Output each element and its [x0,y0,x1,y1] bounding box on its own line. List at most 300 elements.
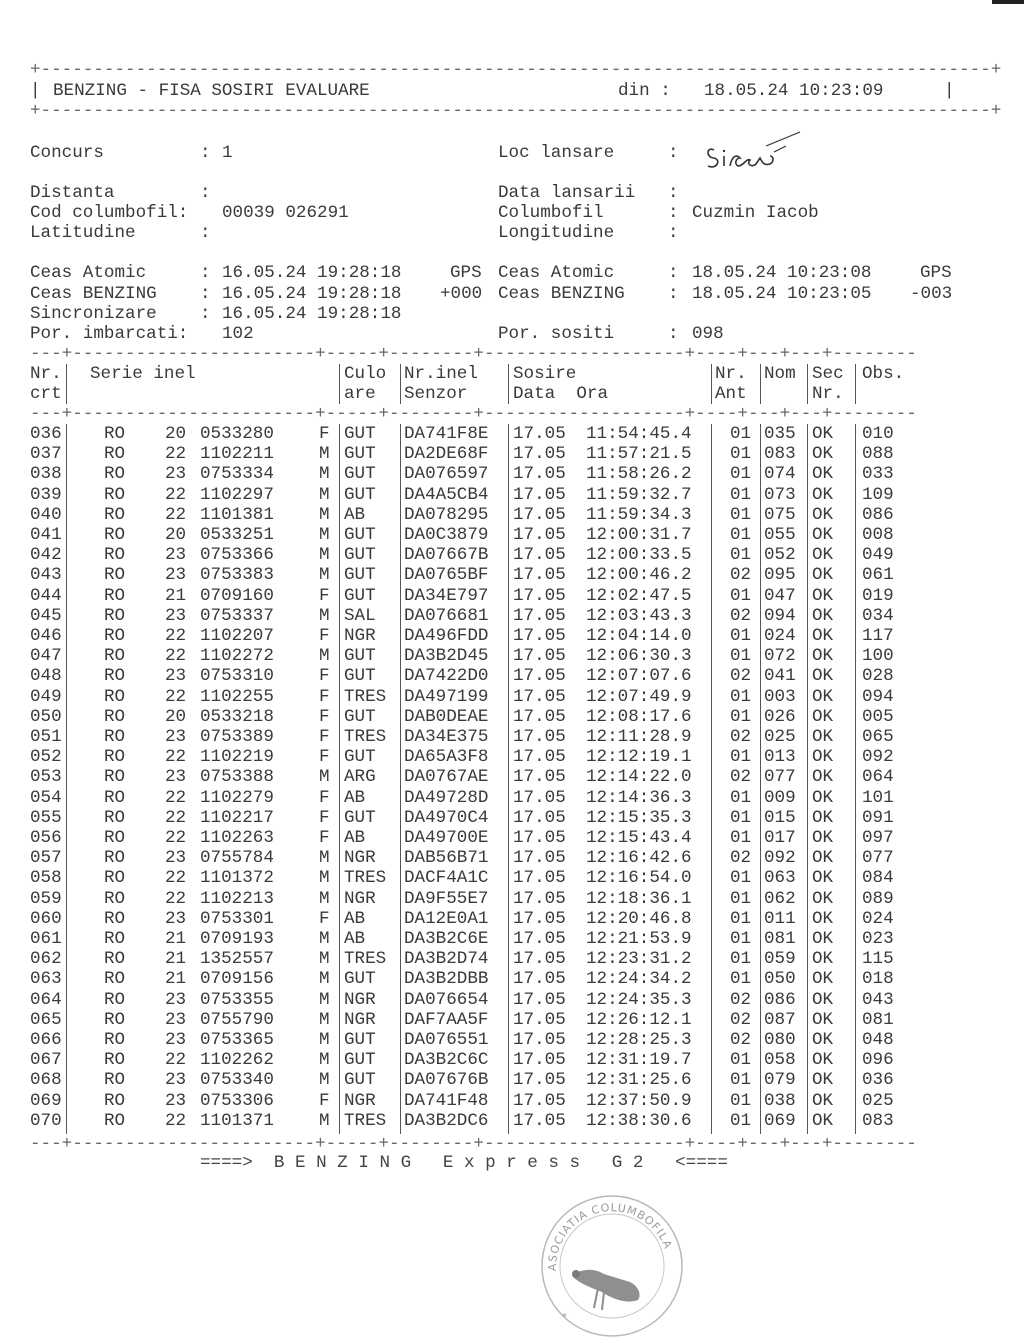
scan-corner-mark [992,0,1024,4]
cell-year: 20 [165,525,187,545]
cell-nom: 015 [764,807,796,828]
cell-antenna: 01 [730,807,752,828]
cell-date: 17.05 [513,666,566,687]
cell-country: RO [104,1030,126,1050]
cell-antenna: 01 [730,525,752,545]
cell-color: AB [344,828,366,848]
cell-country: RO [104,1070,126,1091]
cell-ring: 1102272 [200,646,274,667]
data-lansarii-colon: : [668,183,679,203]
header-title: BENZING - FISA SOSIRI EVALUARE [53,81,370,101]
cell-antenna: 01 [730,1090,752,1111]
ceas-atomic-colon-right: : [668,263,679,283]
cell-country: RO [104,929,126,949]
cell-year: 21 [165,585,187,606]
th-sosire-bot: Data Ora [513,384,609,404]
table-row [0,1091,1024,1111]
th-nom: Nom [764,364,796,384]
cell-country: RO [104,646,126,667]
longitudine-colon: : [668,223,679,243]
ceas-benzing-label-left: Ceas BENZING [30,284,157,304]
cell-nom: 063 [764,868,796,889]
cell-date: 17.05 [513,464,566,485]
cell-color: GUT [344,646,376,667]
cell-ring: 1102279 [200,787,274,808]
cell-obs: 091 [862,807,894,828]
cell-color: GUT [344,424,376,444]
cod-columbofil-value: 00039 026291 [222,203,349,223]
table-row [0,525,1024,545]
longitudine-label: Longitudine [498,223,615,243]
cell-date: 17.05 [513,888,566,909]
cell-time: 12:18:36.1 [586,888,692,909]
cell-date: 17.05 [513,989,566,1010]
table-row [0,424,1024,444]
cell-nom: 025 [764,727,796,747]
cell-date: 17.05 [513,706,566,727]
cell-time: 12:31:25.6 [586,1070,692,1091]
cell-color: GUT [344,807,376,828]
cell-sex: M [319,484,330,505]
cell-antenna: 01 [730,868,752,889]
cell-date: 17.05 [513,605,566,626]
cell-color: GUT [344,1070,376,1091]
cell-country: RO [104,706,126,727]
cell-date: 17.05 [513,565,566,586]
cell-obs: 024 [862,908,894,929]
cell-nr: 056 [30,828,62,848]
table-row [0,606,1024,626]
cell-color: NGR [344,888,376,909]
cell-date: 17.05 [513,949,566,970]
cell-color: TRES [344,868,387,889]
cell-obs: 008 [862,525,894,545]
cell-time: 12:24:35.3 [586,989,692,1010]
cell-obs: 023 [862,929,894,949]
cell-year: 23 [165,545,187,566]
cell-obs: 043 [862,989,894,1010]
columbofil-label: Columbofil [498,203,604,223]
cell-sensor: DA0765BF [404,565,489,586]
cell-country: RO [104,525,126,545]
cell-date: 17.05 [513,848,566,869]
col-sep-7-head [807,364,808,404]
cell-date: 17.05 [513,444,566,465]
cell-nom: 074 [764,464,796,485]
ceas-benzing-colon-right: : [668,284,679,304]
cell-time: 12:07:07.6 [586,666,692,687]
cod-columbofil-label: Cod columbofil: [30,203,189,223]
cell-country: RO [104,747,126,768]
cell-nr: 061 [30,929,62,949]
cell-date: 17.05 [513,767,566,788]
cell-sec: OK [812,686,834,707]
cell-sex: F [319,585,330,606]
cell-nr: 065 [30,1009,62,1030]
col-sep-4-head [508,364,509,404]
cell-sensor: DA34E375 [404,727,489,747]
cell-antenna: 02 [730,1030,752,1050]
sincronizare-value: 16.05.24 19:28:18 [222,304,402,324]
cell-color: GUT [344,706,376,727]
cell-date: 17.05 [513,787,566,808]
th-sosire-top: Sosire [513,364,577,384]
cell-sensor: DAF7AA5F [404,1009,489,1030]
cell-color: TRES [344,949,387,970]
cell-year: 20 [165,706,187,727]
cell-sec: OK [812,504,834,525]
col-sep-2-head [339,364,340,404]
cell-nr: 059 [30,888,62,909]
cell-nom: 009 [764,787,796,808]
cell-year: 22 [165,1110,187,1131]
cell-country: RO [104,1050,126,1071]
cell-country: RO [104,767,126,788]
cell-nr: 055 [30,807,62,828]
por-imbarcati-label: Por. imbarcati: [30,324,189,344]
cell-time: 11:54:45.4 [586,424,692,444]
cell-color: NGR [344,626,376,646]
table-row [0,868,1024,888]
cell-obs: 065 [862,727,894,747]
cell-time: 12:15:35.3 [586,807,692,828]
table-row [0,1050,1024,1070]
cell-nom: 050 [764,969,796,990]
cell-sensor: DA0767AE [404,767,489,788]
cell-sensor: DA7422D0 [404,666,489,687]
cell-sex: M [319,989,330,1010]
association-stamp [538,1192,686,1340]
cell-obs: 094 [862,686,894,707]
svg-text:*: * [562,1312,567,1323]
table-row [0,747,1024,767]
cell-sex: M [319,646,330,667]
cell-sec: OK [812,868,834,889]
table-row [0,565,1024,585]
cell-ring: 1102262 [200,1050,274,1071]
cell-country: RO [104,989,126,1010]
cell-sensor: DAB0DEAE [404,706,489,727]
cell-sec: OK [812,525,834,545]
th-nrinel-bot: Senzor [404,384,468,404]
cell-nr: 036 [30,424,62,444]
cell-sec: OK [812,565,834,586]
cell-color: AB [344,929,366,949]
table-row [0,485,1024,505]
cell-nom: 017 [764,828,796,848]
cell-antenna: 01 [730,626,752,646]
cell-antenna: 01 [730,888,752,909]
cell-sex: M [319,868,330,889]
cell-year: 22 [165,787,187,808]
table-row [0,444,1024,464]
table-row [0,949,1024,969]
cell-time: 12:11:28.9 [586,727,692,747]
cell-time: 12:31:19.7 [586,1050,692,1071]
cell-sex: M [319,545,330,566]
cell-sensor: DA49700E [404,828,489,848]
cell-year: 22 [165,646,187,667]
cell-obs: 101 [862,787,894,808]
table-row [0,646,1024,666]
cell-nr: 042 [30,545,62,566]
cell-country: RO [104,949,126,970]
cell-country: RO [104,666,126,687]
cell-antenna: 01 [730,686,752,707]
signature-siret [700,128,810,176]
cell-color: TRES [344,1110,387,1131]
cell-sec: OK [812,484,834,505]
cell-sex: M [319,504,330,525]
cell-sensor: DACF4A1C [404,868,489,889]
cell-color: GUT [344,484,376,505]
cell-nr: 038 [30,464,62,485]
cell-time: 12:12:19.1 [586,747,692,768]
cell-obs: 109 [862,484,894,505]
cell-nr: 048 [30,666,62,687]
cell-year: 22 [165,888,187,909]
cell-obs: 049 [862,545,894,566]
latitudine-colon: : [200,223,211,243]
cell-time: 11:59:32.7 [586,484,692,505]
cell-antenna: 01 [730,545,752,566]
cell-antenna: 01 [730,787,752,808]
cell-color: GUT [344,585,376,606]
th-nrant-bot: Ant [715,384,747,404]
cell-nom: 052 [764,545,796,566]
cell-ring: 0753355 [200,989,274,1010]
cell-date: 17.05 [513,828,566,848]
cell-nom: 013 [764,747,796,768]
cell-sensor: DA07676B [404,1070,489,1091]
cell-nr: 069 [30,1090,62,1111]
cell-sex: M [319,444,330,465]
header-top-border: +------------------------------------------------------------------------------------------+ [30,60,1002,80]
cell-sensor: DA076654 [404,989,489,1010]
cell-country: RO [104,545,126,566]
cell-nr: 039 [30,484,62,505]
cell-color: SAL [344,605,376,626]
cell-sec: OK [812,646,834,667]
cell-year: 23 [165,605,187,626]
cell-obs: 117 [862,626,894,646]
cell-obs: 100 [862,646,894,667]
th-obs: Obs. [862,364,905,384]
cell-obs: 086 [862,504,894,525]
cell-obs: 097 [862,828,894,848]
cell-nom: 080 [764,1030,796,1050]
cell-sex: F [319,787,330,808]
cell-antenna: 01 [730,444,752,465]
cell-time: 12:00:46.2 [586,565,692,586]
cell-time: 12:00:31.7 [586,525,692,545]
cell-year: 23 [165,1090,187,1111]
cell-date: 17.05 [513,504,566,525]
cell-ring: 0753337 [200,605,274,626]
cell-time: 12:14:36.3 [586,787,692,808]
cell-sex: F [319,807,330,828]
cell-nom: 083 [764,444,796,465]
cell-sensor: DA2DE68F [404,444,489,465]
ceas-benzing-left-value: 16.05.24 19:28:18 [222,284,402,304]
cell-country: RO [104,807,126,828]
cell-year: 22 [165,747,187,768]
cell-date: 17.05 [513,686,566,707]
sincronizare-colon: : [200,304,211,324]
cell-ring: 1102263 [200,828,274,848]
cell-obs: 019 [862,585,894,606]
cell-nom: 087 [764,1009,796,1030]
table-row [0,929,1024,949]
cell-time: 12:04:14.0 [586,626,692,646]
header-date-label: din : [618,81,671,101]
cell-sensor: DA076681 [404,605,489,626]
cell-year: 23 [165,1009,187,1030]
ceas-atomic-colon-left: : [200,263,211,283]
cell-sex: M [319,1050,330,1071]
cell-sex: M [319,1030,330,1050]
cell-country: RO [104,686,126,707]
cell-sensor: DA741F48 [404,1090,489,1111]
cell-color: GUT [344,464,376,485]
cell-nr: 041 [30,525,62,545]
cell-antenna: 02 [730,727,752,747]
cell-sex: F [319,908,330,929]
cell-nr: 037 [30,444,62,465]
cell-obs: 034 [862,605,894,626]
cell-sex: F [319,828,330,848]
cell-sensor: DA497199 [404,686,489,707]
cell-nr: 058 [30,868,62,889]
cell-date: 17.05 [513,807,566,828]
concurs-value: 1 [222,143,233,163]
concurs-label: Concurs [30,143,104,163]
ceas-benzing-right-value: 18.05.24 10:23:05 [692,284,872,304]
cell-country: RO [104,484,126,505]
cell-ring: 1102255 [200,686,274,707]
cell-sec: OK [812,1110,834,1131]
cell-country: RO [104,424,126,444]
cell-color: GUT [344,444,376,465]
table-row [0,1010,1024,1030]
table-row [0,687,1024,707]
cell-antenna: 01 [730,969,752,990]
cell-sensor: DA4970C4 [404,807,489,828]
cell-time: 12:03:43.3 [586,605,692,626]
cell-year: 21 [165,969,187,990]
cell-color: TRES [344,727,387,747]
loc-lansare-colon: : [668,143,679,163]
cell-sensor: DA12E0A1 [404,908,489,929]
cell-color: NGR [344,1090,376,1111]
distanta-colon: : [200,183,211,203]
cell-nom: 011 [764,908,796,929]
cell-antenna: 02 [730,848,752,869]
latitudine-label: Latitudine [30,223,136,243]
cell-antenna: 01 [730,646,752,667]
cell-sensor: DA3B2C6E [404,929,489,949]
table-row [0,909,1024,929]
cell-time: 12:38:30.6 [586,1110,692,1131]
cell-nr: 050 [30,706,62,727]
cell-year: 21 [165,949,187,970]
cell-color: NGR [344,848,376,869]
cell-time: 12:16:42.6 [586,848,692,869]
cell-antenna: 01 [730,828,752,848]
cell-nr: 066 [30,1030,62,1050]
cell-sec: OK [812,1030,834,1050]
cell-obs: 083 [862,1110,894,1131]
cell-country: RO [104,504,126,525]
cell-color: GUT [344,969,376,990]
cell-antenna: 01 [730,484,752,505]
cell-sec: OK [812,666,834,687]
cell-sec: OK [812,929,834,949]
cell-sex: F [319,727,330,747]
distanta-label: Distanta [30,183,115,203]
cell-time: 12:28:25.3 [586,1030,692,1050]
ceas-atomic-left-value: 16.05.24 19:28:18 [222,263,402,283]
cell-color: AB [344,787,366,808]
cell-date: 17.05 [513,1090,566,1111]
cell-ring: 0753383 [200,565,274,586]
cell-obs: 096 [862,1050,894,1071]
cell-color: GUT [344,545,376,566]
cell-time: 12:26:12.1 [586,1009,692,1030]
cell-sensor: DA07667B [404,545,489,566]
cell-date: 17.05 [513,908,566,929]
cell-sec: OK [812,787,834,808]
cell-obs: 036 [862,1070,894,1091]
cell-nr: 062 [30,949,62,970]
cell-sec: OK [812,585,834,606]
cell-antenna: 01 [730,464,752,485]
cell-sec: OK [812,807,834,828]
cell-sensor: DA34E797 [404,585,489,606]
cell-ring: 0753306 [200,1090,274,1111]
cell-antenna: 01 [730,949,752,970]
cell-ring: 1101371 [200,1110,274,1131]
cell-sensor: DA3B2DBB [404,969,489,990]
cell-date: 17.05 [513,1110,566,1131]
cell-date: 17.05 [513,626,566,646]
cell-ring: 0753310 [200,666,274,687]
table-row [0,1111,1024,1131]
th-sec-bot: Nr. [812,384,844,404]
table-row [0,828,1024,848]
cell-antenna: 01 [730,706,752,727]
cell-year: 22 [165,868,187,889]
cell-color: GUT [344,1050,376,1071]
cell-year: 23 [165,464,187,485]
cell-country: RO [104,464,126,485]
th-culoare-bot: are [344,384,376,404]
cell-sec: OK [812,1070,834,1091]
cell-time: 12:21:53.9 [586,929,692,949]
cell-sex: F [319,706,330,727]
cell-sec: OK [812,444,834,465]
cell-nom: 003 [764,686,796,707]
cell-obs: 088 [862,444,894,465]
cell-nom: 062 [764,888,796,909]
cell-nr: 040 [30,504,62,525]
cell-sex: M [319,929,330,949]
ceas-atomic-left-source: GPS [450,263,482,283]
cell-antenna: 02 [730,767,752,788]
cell-sex: M [319,1009,330,1030]
cell-ring: 0755784 [200,848,274,869]
cell-country: RO [104,787,126,808]
